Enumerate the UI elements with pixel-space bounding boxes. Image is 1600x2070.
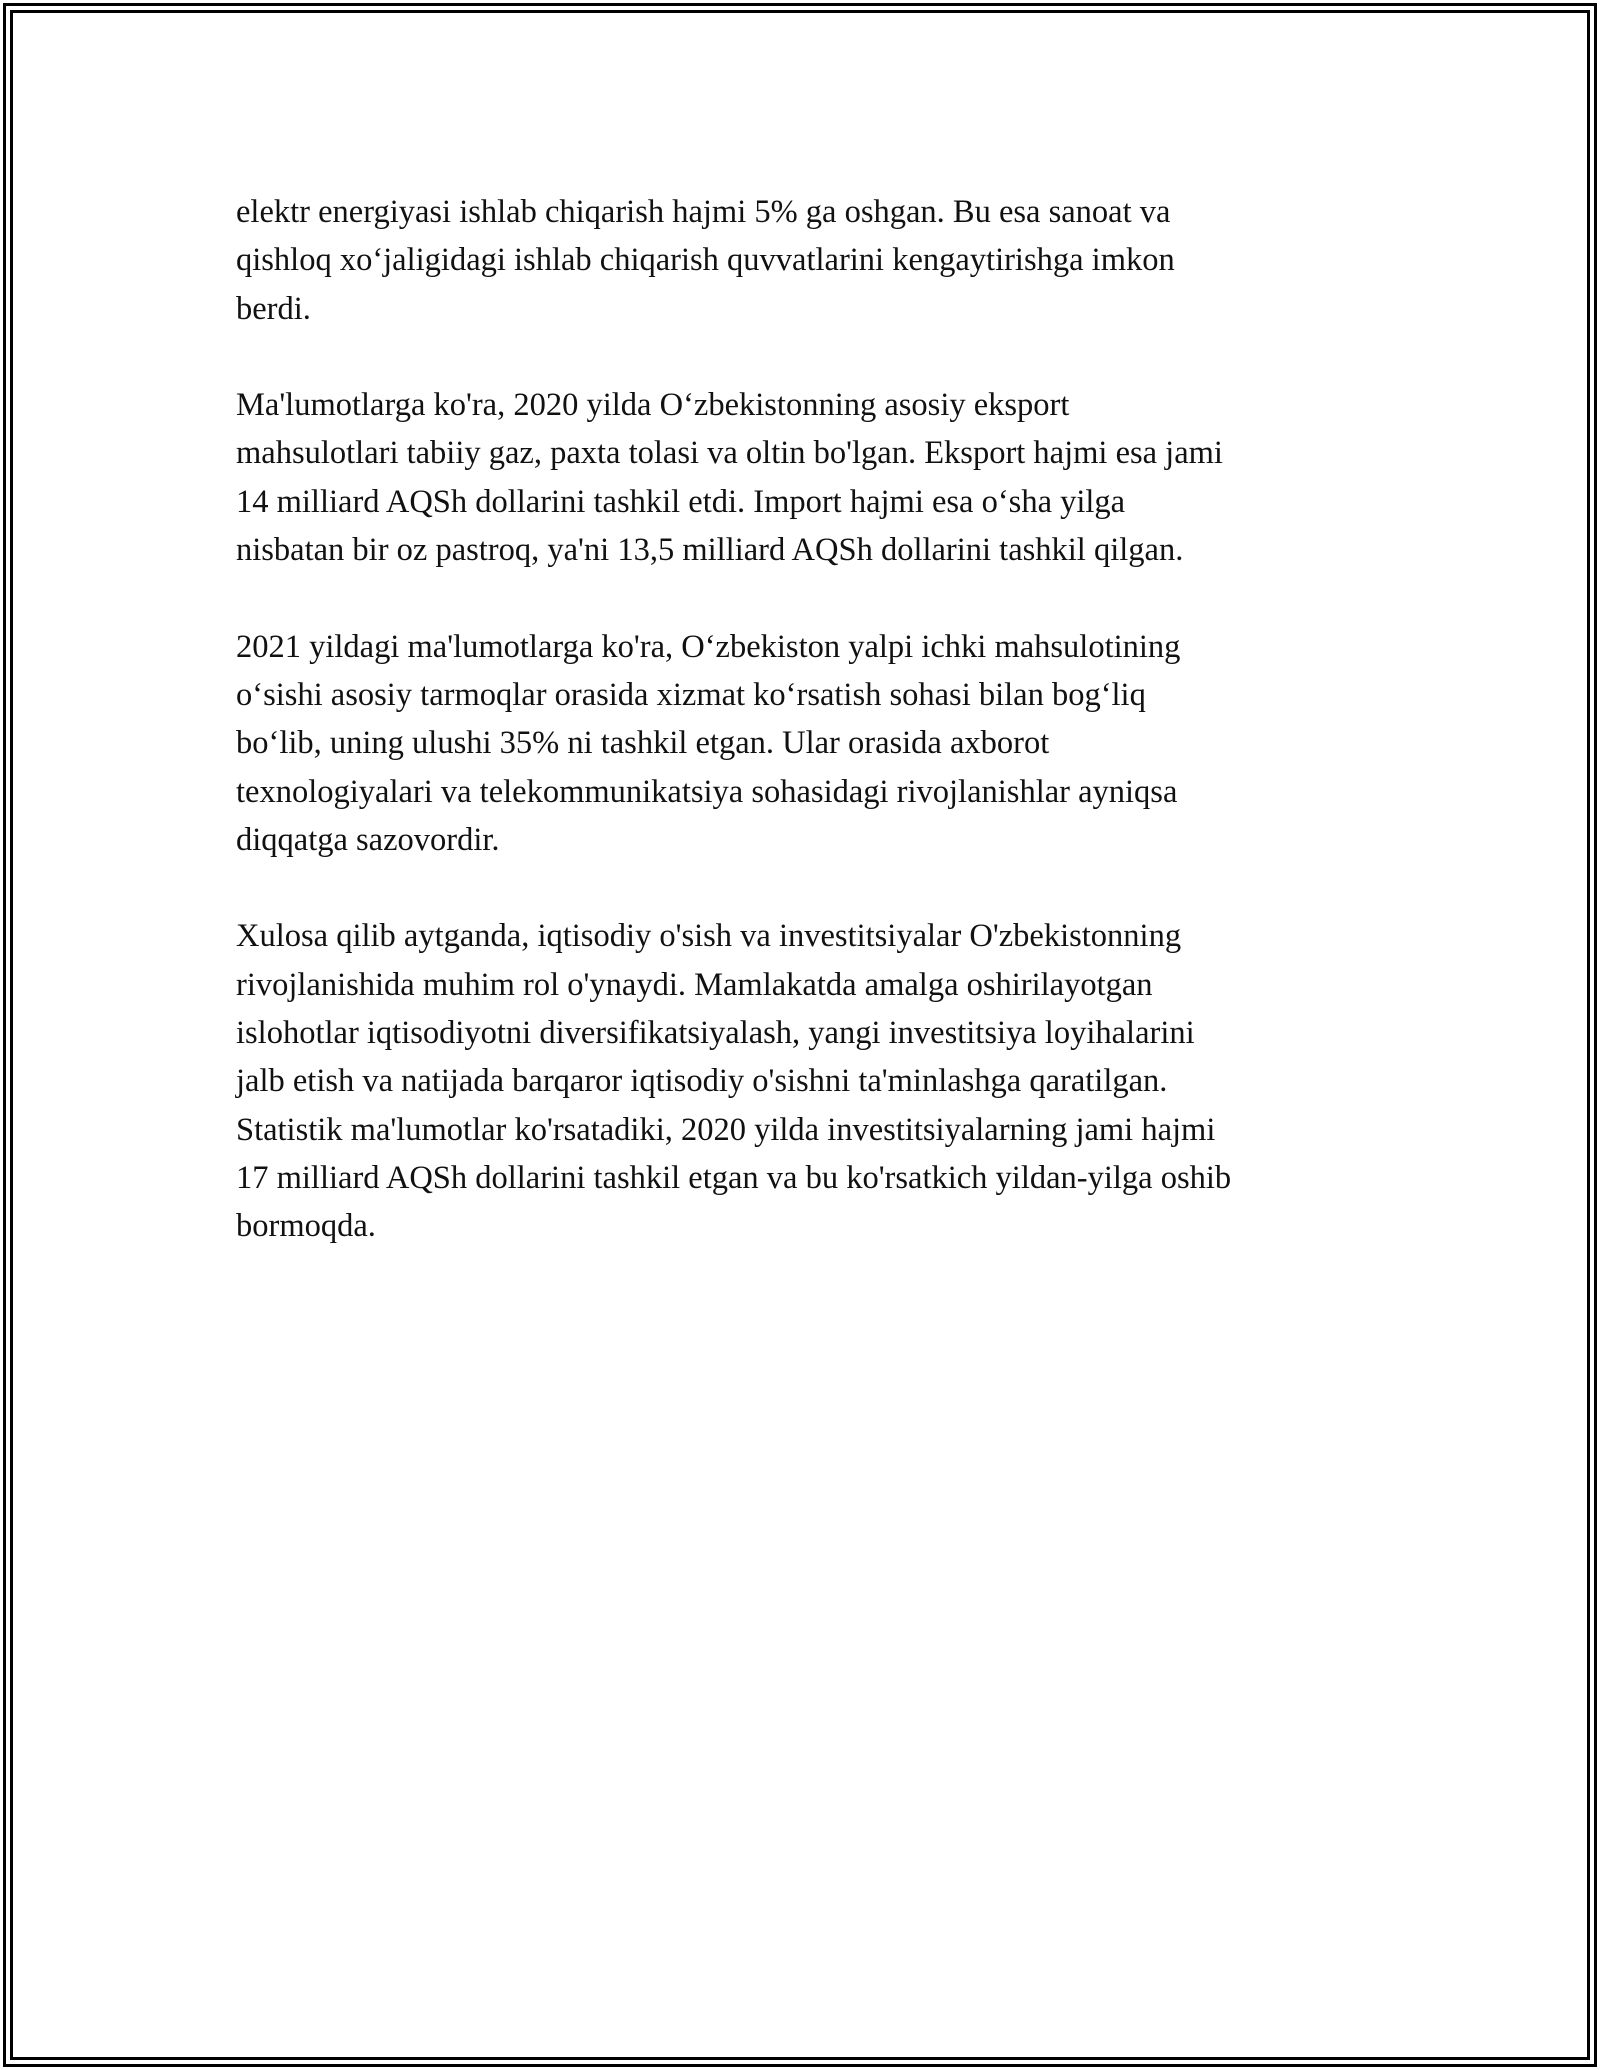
- text-line: bormoqda.: [236, 1208, 376, 1245]
- text-line: 17 milliard AQSh dollarini tashkil etgan va bu ko'rsatkich yildan-yilga oshib: [236, 1159, 1232, 1196]
- text-line: texnologiyalari va telekommunikatsiya sohasidagi rivojlanishlar ayniqsa: [236, 773, 1178, 810]
- text-line: 14 milliard AQSh dollarini tashkil etdi. Import hajmi esa o‘sha yilga: [236, 483, 1126, 520]
- text-line: nisbatan bir oz pastroq, ya'ni 13,5 milliard AQSh dollarini tashkil qilgan.: [236, 532, 1184, 569]
- document-body: [236, 188, 1366, 1299]
- text-line: diqqatga sazovordir.: [236, 821, 500, 858]
- text-line: bo‘lib, uning ulushi 35% ni tashkil etgan. Ular orasida axborot: [236, 725, 1050, 762]
- text-line: 2021 yildagi ma'lumotlarga ko'ra, O‘zbekiston yalpi ichki mahsulotining: [236, 628, 1181, 665]
- text-line: berdi.: [236, 290, 311, 327]
- paragraph: [236, 381, 1366, 574]
- text-line: Statistik ma'lumotlar ko'rsatadiki, 2020 yilda investitsiyalarning jami hajmi: [236, 1111, 1216, 1148]
- text-line: qishloq xo‘jaligidagi ishlab chiqarish quvvatlarini kengaytirishga imkon: [236, 242, 1175, 279]
- text-line: elektr energiyasi ishlab chiqarish hajmi 5% ga oshgan. Bu esa sanoat va: [236, 194, 1171, 230]
- text-line: jalb etish va natijada barqaror iqtisodiy o'sishni ta'minlashga qaratilgan.: [236, 1063, 1168, 1100]
- text-line: Ma'lumotlarga ko'ra, 2020 yilda O‘zbekistonning asosiy eksport: [236, 387, 1070, 424]
- text-line: rivojlanishida muhim rol o'ynaydi. Mamlakatda amalga oshirilayotgan: [236, 966, 1153, 1003]
- text-line: mahsulotlari tabiiy gaz, paxta tolasi va oltin bo'lgan. Eksport hajmi esa jami: [236, 435, 1223, 472]
- text-line: Xulosa qilib aytganda, iqtisodiy o'sish va investitsiyalar O'zbekistonning: [236, 918, 1182, 955]
- paragraph: [236, 188, 1366, 333]
- text-line: islohotlar iqtisodiyotni diversifikatsiyalash, yangi investitsiya loyihalarini: [236, 1015, 1195, 1052]
- text-line: o‘sishi asosiy tarmoqlar orasida xizmat ko‘rsatish sohasi bilan bog‘liq: [236, 676, 1146, 713]
- paragraph: [236, 912, 1366, 1250]
- paragraph: [236, 623, 1366, 864]
